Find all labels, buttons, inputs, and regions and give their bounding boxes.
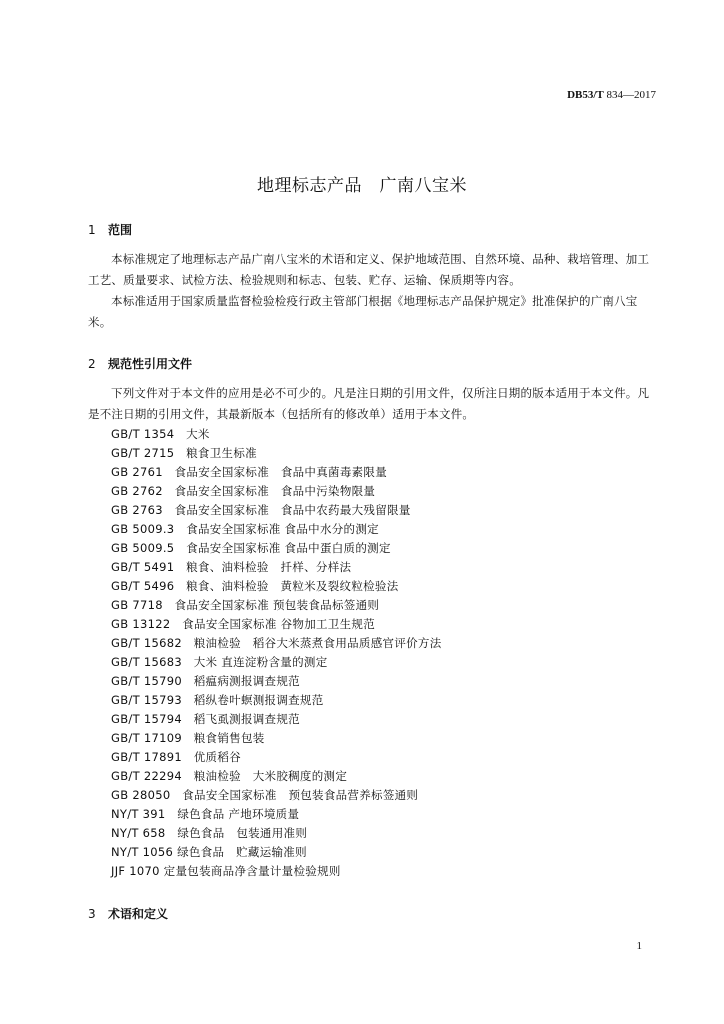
section-title: 规范性引用文件 <box>108 357 193 371</box>
section-2-heading <box>88 355 192 372</box>
reference-item: NY/T 391 绿色食品 产地环境质量 <box>111 807 300 821</box>
reference-item: GB 5009.3 食品安全国家标准 食品中水分的测定 <box>111 522 379 536</box>
standard-code <box>567 89 656 101</box>
scope-paragraph-2: 本标准适用于国家质量监督检验检疫行政主管部门根据《地理标志产品保护规定》批准保护的广南八宝米。 <box>88 294 638 329</box>
section-number: 1 <box>88 223 96 237</box>
document-title: 地理标志产品 广南八宝米 <box>257 176 467 197</box>
reference-item: NY/T 1056 绿色食品 贮藏运输准则 <box>111 845 307 859</box>
reference-item: GB 28050 食品安全国家标准 预包装食品营养标签通则 <box>111 788 419 802</box>
section-3-heading <box>88 905 168 922</box>
reference-item: GB/T 2715 粮食卫生标准 <box>111 446 257 460</box>
reference-item: GB/T 15683 大米 直连淀粉含量的测定 <box>111 655 328 669</box>
normative-references-list <box>111 425 442 881</box>
reference-item: GB/T 17891 优质稻谷 <box>111 750 241 764</box>
reference-item: GB 2762 食品安全国家标准 食品中污染物限量 <box>111 484 376 498</box>
reference-item: GB 2763 食品安全国家标准 食品中农药最大残留限量 <box>111 503 411 517</box>
standard-number: 834—2017 <box>606 89 656 101</box>
references-intro-paragraph: 下列文件对于本文件的应用是必不可少的。凡是注日期的引用文件，仅所注日期的版本适用于本文件。凡是不注日期的引用文件，其最新版本（包括所有的修改单）适用于本文件。 <box>88 386 650 421</box>
reference-item: GB 2761 食品安全国家标准 食品中真菌毒素限量 <box>111 465 388 479</box>
reference-item: GB/T 1354 大米 <box>111 427 210 441</box>
reference-item: GB/T 15790 稻瘟病测报调查规范 <box>111 674 300 688</box>
reference-item: GB/T 17109 粮食销售包装 <box>111 731 265 745</box>
scope-paragraph-1: 本标准规定了地理标志产品广南八宝米的术语和定义、保护地域范围、自然环境、品种、栽培管理、加工工艺、质量要求、试检方法、检验规则和标志、包装、贮存、运输、保质期等内容。 <box>88 252 650 287</box>
reference-item: GB 5009.5 食品安全国家标准 食品中蛋白质的测定 <box>111 541 391 555</box>
page-number: 1 <box>636 940 642 952</box>
reference-item: JJF 1070 定量包装商品净含量计量检验规则 <box>111 864 341 878</box>
section-number: 3 <box>88 907 96 921</box>
reference-item: GB/T 15794 稻飞虱测报调查规范 <box>111 712 300 726</box>
reference-item: GB 13122 食品安全国家标准 谷物加工卫生规范 <box>111 617 375 631</box>
reference-item: NY/T 658 绿色食品 包装通用准则 <box>111 826 308 840</box>
section-1-heading <box>88 221 132 238</box>
reference-item: GB 7718 食品安全国家标准 预包装食品标签通则 <box>111 598 380 612</box>
standard-prefix: DB53/T <box>567 89 604 101</box>
reference-item: GB/T 5491 粮食、油料检验 扦样、分样法 <box>111 560 352 574</box>
reference-item: GB/T 15793 稻纵卷叶螟测报调查规范 <box>111 693 324 707</box>
reference-item: GB/T 15682 粮油检验 稻谷大米蒸煮食用品质感官评价方法 <box>111 636 442 650</box>
section-title: 术语和定义 <box>108 907 169 921</box>
section-number: 2 <box>88 357 96 371</box>
section-title: 范围 <box>108 223 133 237</box>
reference-item: GB/T 22294 粮油检验 大米胶稠度的测定 <box>111 769 348 783</box>
reference-item: GB/T 5496 粮食、油料检验 黄粒米及裂纹粒检验法 <box>111 579 399 593</box>
